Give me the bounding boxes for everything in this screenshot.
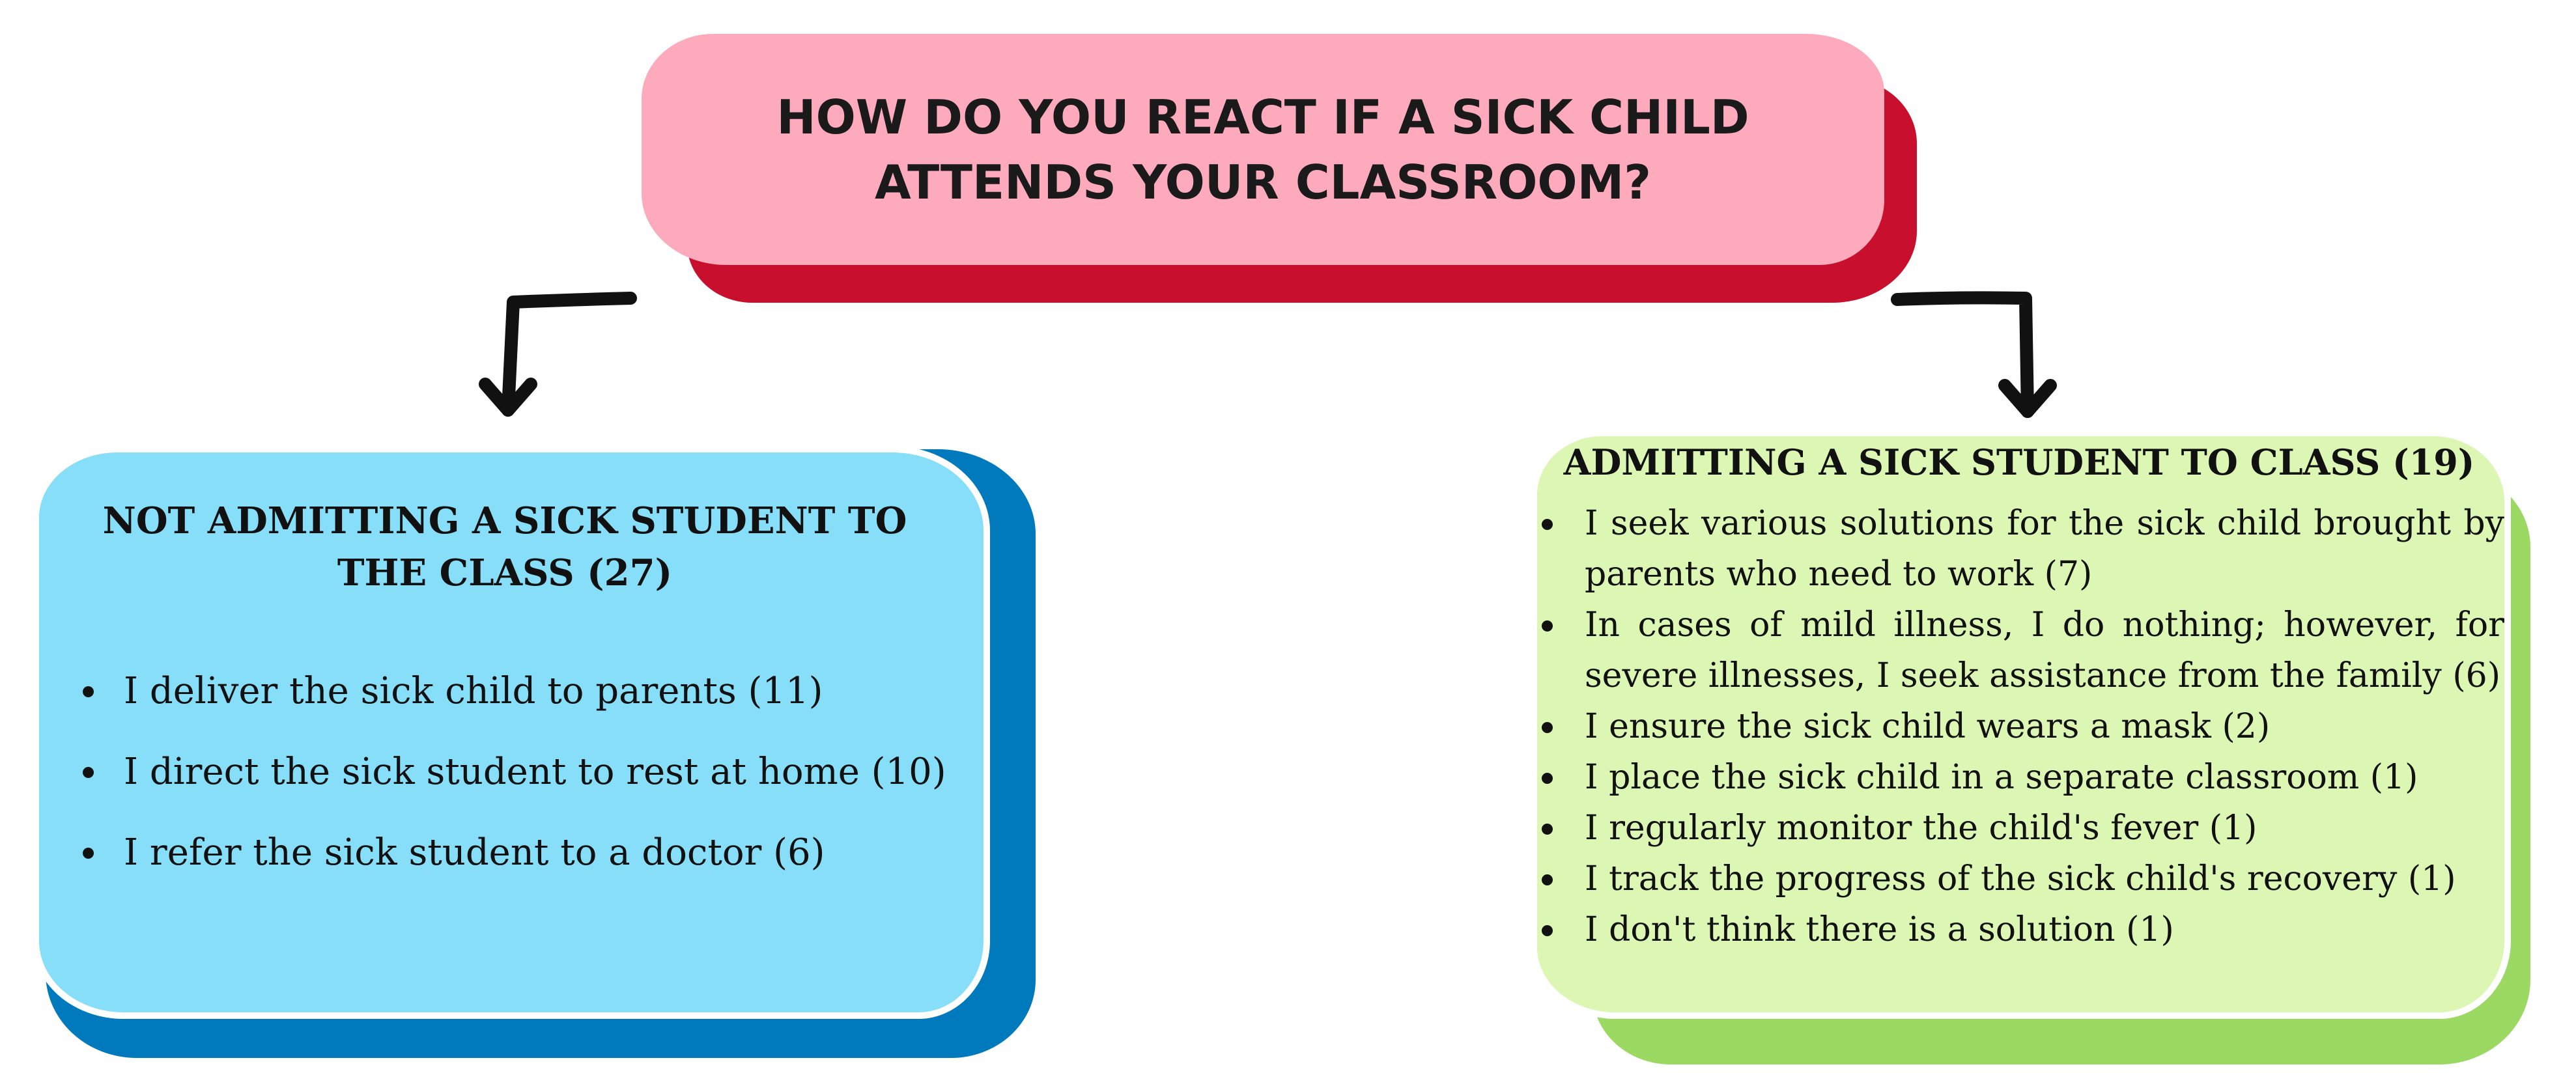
left-arrow-icon [469,286,651,423]
list-item: I place the sick child in a separate classroom (1) [1534,752,2504,803]
list-item: I deliver the sick child to parents (11) [75,651,954,732]
question-box [642,34,1884,265]
list-item: I track the progress of the sick child's recovery (1) [1534,854,2504,904]
not-admitting-title: NOT ADMITTING A SICK STUDENT TO THE CLASS (27) [102,499,907,594]
admitting-list [1534,498,2504,955]
right-arrow-icon [1886,286,2068,423]
list-item: I regularly monitor the child's fever (1) [1534,803,2504,854]
list-item: I refer the sick student to a doctor (6) [75,813,954,893]
list-item: I seek various solutions for the sick child brought by parents who need to work (7) [1534,498,2504,600]
question-title: HOW DO YOU REACT IF A SICK CHILD ATTENDS YOUR CLASSROOM? [776,89,1749,210]
list-item: In cases of mild illness, I do nothing; however, for severe illnesses, I seek assistance from the family (6) [1534,600,2504,701]
list-item: I direct the sick student to rest at home (10) [75,732,954,813]
not-admitting-list [75,651,954,893]
list-item: I ensure the sick child wears a mask (2) [1534,701,2504,752]
admitting-title: ADMITTING A SICK STUDENT TO CLASS (19) [1563,441,2475,483]
list-item: I don't think there is a solution (1) [1534,904,2504,955]
